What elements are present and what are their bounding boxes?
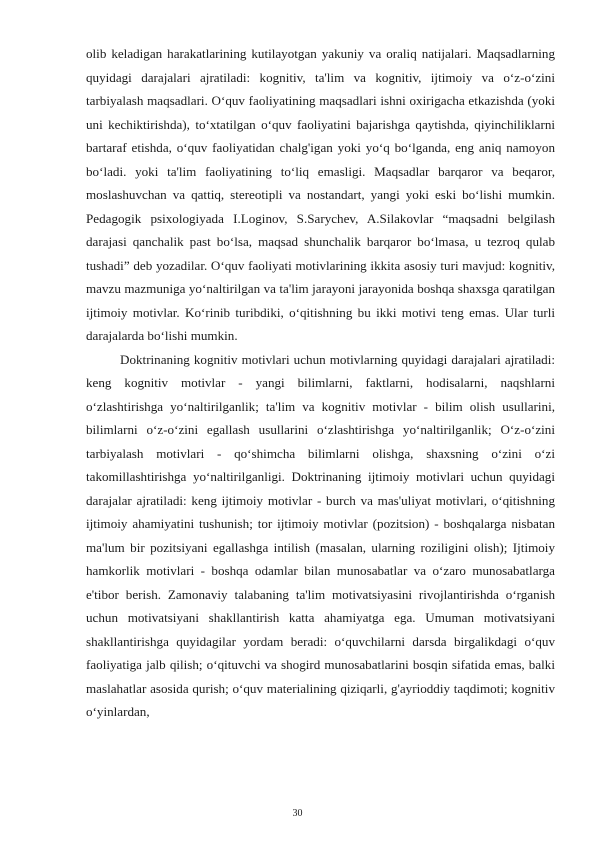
paragraph-2: Doktrinaning kognitiv motivlari uchun motivlarning quyidagi darajalari ajratiladi: keng kognitiv motivlar - yangi bilimlarni, faktlarni, hodisalarni, naqshlarni o‘zlashtirishga yo‘naltirilganlik; ta'lim va kognitiv motivlar - bilim olish usullarini, bilimlarni o‘z-o‘zini egallash usullarini o‘zlashtirishga yo‘naltirilganlik; O‘z-o‘zini tarbiyalash motivlari - qo‘shimcha bilimlarni olishga, shaxsning o‘zini o‘zi takomillashtirishga yo‘naltirilganligi. Doktrinaning ijtimoiy motivlari uchun quyidagi darajalar ajratiladi: keng ijtimoiy motivlar - burch va mas'uliyat motivlari, o‘qitishning ijtimoiy ahamiyatini tushunish; tor ijtimoiy motivlar (pozitsion) - boshqalarga nisbatan ma'lum bir pozitsiyani egallashga intilish (masalan, ularning roziligini olish); Ijtimoiy hamkorlik motivlari - boshqa odamlar bilan munosabatlar va o‘zaro munosabatlarga e'tibor berish. Zamonaviy talabaning ta'lim motivatsiyasini rivojlantirishda o‘rganish uchun motivatsiyani shakllantirish katta ahamiyatga ega. Umuman motivatsiyani shakllantirishga quyidagilar yordam beradi: o‘quvchilarni darsda birgalikdagi o‘quv faoliyatiga jalb qilish; o‘qituvchi va shogird munosabatlarini bosqin sifatida emas, balki maslahatlar asosida qurish; o‘quv materialining qiziqarli, g'ayrioddiy taqdimoti; kognitiv o‘yinlardan, [86, 351, 555, 719]
page-number: 30 [292, 808, 303, 819]
body-text [86, 42, 555, 724]
paragraph-1: olib keladigan harakatlarining kutilayotgan yakuniy va oraliq natijalari. Maqsadlarning quyidagi darajalari ajratiladi: kognitiv, ta'lim va kognitiv, ijtimoiy va o‘z-o‘zini tarbiyalash maqsadlari. O‘quv faoliyatining maqsadlari ishni oxirigacha etkazishda (yoki uni kechiktirishda), to‘xtatilgan o‘quv faoliyatini bajarishga qaytishda, qiyinchiliklarni bartaraf etishda, o‘quv faoliyatidan chalg'igan yoki yo‘q bo‘lganda, eng aniq namoyon bo‘ladi. yoki ta'lim faoliyatining to‘liq emasligi. Maqsadlar barqaror va beqaror, moslashuvchan va qattiq, stereotipli va nostandart, yangi yoki eski bo‘lishi mumkin. Pedagogik psixologiyada I.Loginov, S.Sarychev, A.Silakovlar “maqsadni belgilash darajasi qanchalik past bo‘lsa, maqsad shunchalik barqaror bo‘lmasa, u tezroq qulab tushadi” deb yozadilar. O‘quv faoliyati motivlarining ikkita asosiy turi mavjud: kognitiv, mavzu mazmuniga yo‘naltirilgan va ta'lim jarayoni jarayonida boshqa shaxsga qaratilgan ijtimoiy motivlar. Ko‘rinib turibdiki, o‘qitishning bu ikki motivi teng emas. Ular turli darajalarda bo‘lishi mumkin. [86, 46, 555, 343]
